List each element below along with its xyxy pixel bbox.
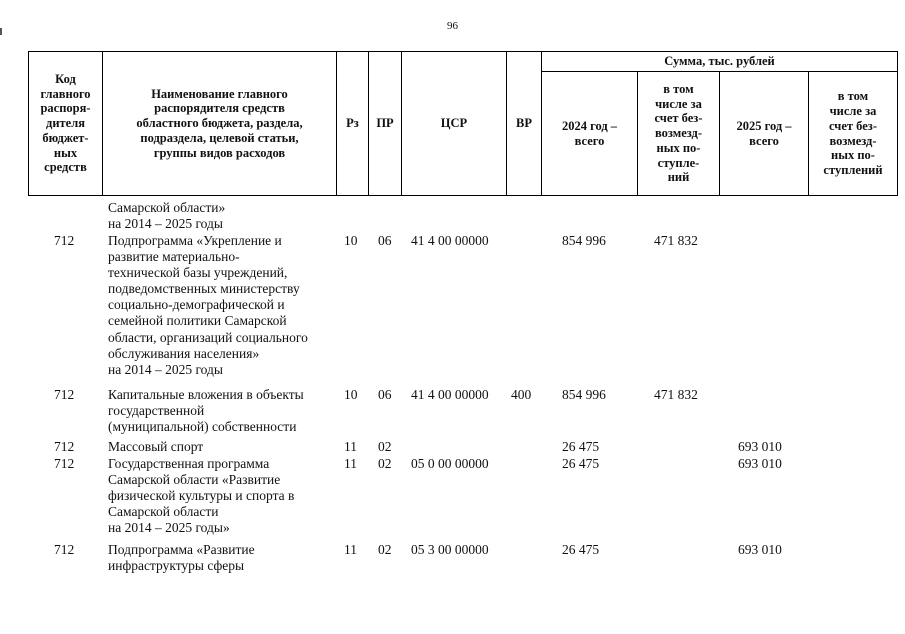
page-number: 96 xyxy=(447,20,458,32)
header-sum-group: Сумма, тыс. рублей xyxy=(664,54,775,69)
cell-free-2024: 471 832 xyxy=(654,387,698,402)
cell-csr: 05 0 00 00000 xyxy=(411,456,489,471)
cell-rz: 11 xyxy=(344,542,357,557)
header-code: Код главного распоря- дителя бюджет- ных средств xyxy=(40,71,91,175)
header-name: Наименование главного распорядителя средств областного бюджета, раздела, подраздела, целевой статьи, группы видов расходов xyxy=(136,86,303,160)
cell-free-2024: 471 832 xyxy=(654,233,698,248)
cell-pr: 02 xyxy=(378,439,392,454)
cell-rz: 11 xyxy=(344,456,357,471)
table-body xyxy=(0,198,905,634)
cell-total-2025: 693 010 xyxy=(738,439,782,454)
header-bottom-border xyxy=(28,195,898,196)
cell-name: Массовый спорт xyxy=(108,439,204,454)
cell-total-2024: 854 996 xyxy=(562,387,606,402)
cell-code: 712 xyxy=(54,456,75,471)
header-free-2025: в том числе за счет без- возмезд- ных по- ступлений xyxy=(823,89,883,178)
cell-total-2025: 693 010 xyxy=(738,542,782,557)
cell-pr: 02 xyxy=(378,456,392,471)
cell-name: Капитальные вложения в объекты государственной (муниципальной) собственности xyxy=(108,387,304,435)
cell-total-2024: 26 475 xyxy=(562,542,600,557)
cell-name: Подпрограмма «Развитие инфраструктуры сферы xyxy=(108,542,255,574)
cell-pr: 06 xyxy=(378,387,392,402)
cell-rz: 11 xyxy=(344,439,357,454)
header-col-line xyxy=(897,51,898,196)
cell-csr: 41 4 00 00000 xyxy=(411,387,489,402)
cell-rz: 10 xyxy=(344,233,358,248)
cell-code: 712 xyxy=(54,439,75,454)
cell-code: 712 xyxy=(54,542,75,557)
header-rz: Рз xyxy=(346,116,359,131)
cell-total-2024: 854 996 xyxy=(562,233,606,248)
cell-pr: 02 xyxy=(378,542,392,557)
cell-csr: 05 3 00 00000 xyxy=(411,542,489,557)
cell-name: Государственная программа Самарской области «Развитие физической культуры и спорта в Самарской области на 2014 – 2025 годы» xyxy=(108,456,295,536)
cell-rz: 10 xyxy=(344,387,358,402)
cell-csr: 41 4 00 00000 xyxy=(411,233,489,248)
header-free-2024: в том числе за счет без- возмезд- ных по- ступле- ний xyxy=(654,81,703,185)
cell-code: 712 xyxy=(54,233,75,248)
cell-name: Подпрограмма «Укрепление и развитие материально- технической базы учреждений, подведомственных министерству социально-демографической и семейной политики Самарской области, организаций социального обслуживания населения» на 2014 – 2025 годы xyxy=(108,233,308,377)
header-vr: ВР xyxy=(516,116,532,131)
header-csr: ЦСР xyxy=(440,116,468,131)
header-pr: ПР xyxy=(376,116,394,131)
header-total-2025: 2025 год – всего xyxy=(736,118,792,148)
cell-pr: 06 xyxy=(378,233,392,248)
cell-code: 712 xyxy=(54,387,75,402)
cell-vr: 400 xyxy=(511,387,532,402)
cell-name: Самарской области» на 2014 – 2025 годы xyxy=(108,200,226,232)
cell-total-2024: 26 475 xyxy=(562,439,600,454)
cell-total-2024: 26 475 xyxy=(562,456,600,471)
cell-total-2025: 693 010 xyxy=(738,456,782,471)
header-total-2024: 2024 год – всего xyxy=(561,118,618,148)
